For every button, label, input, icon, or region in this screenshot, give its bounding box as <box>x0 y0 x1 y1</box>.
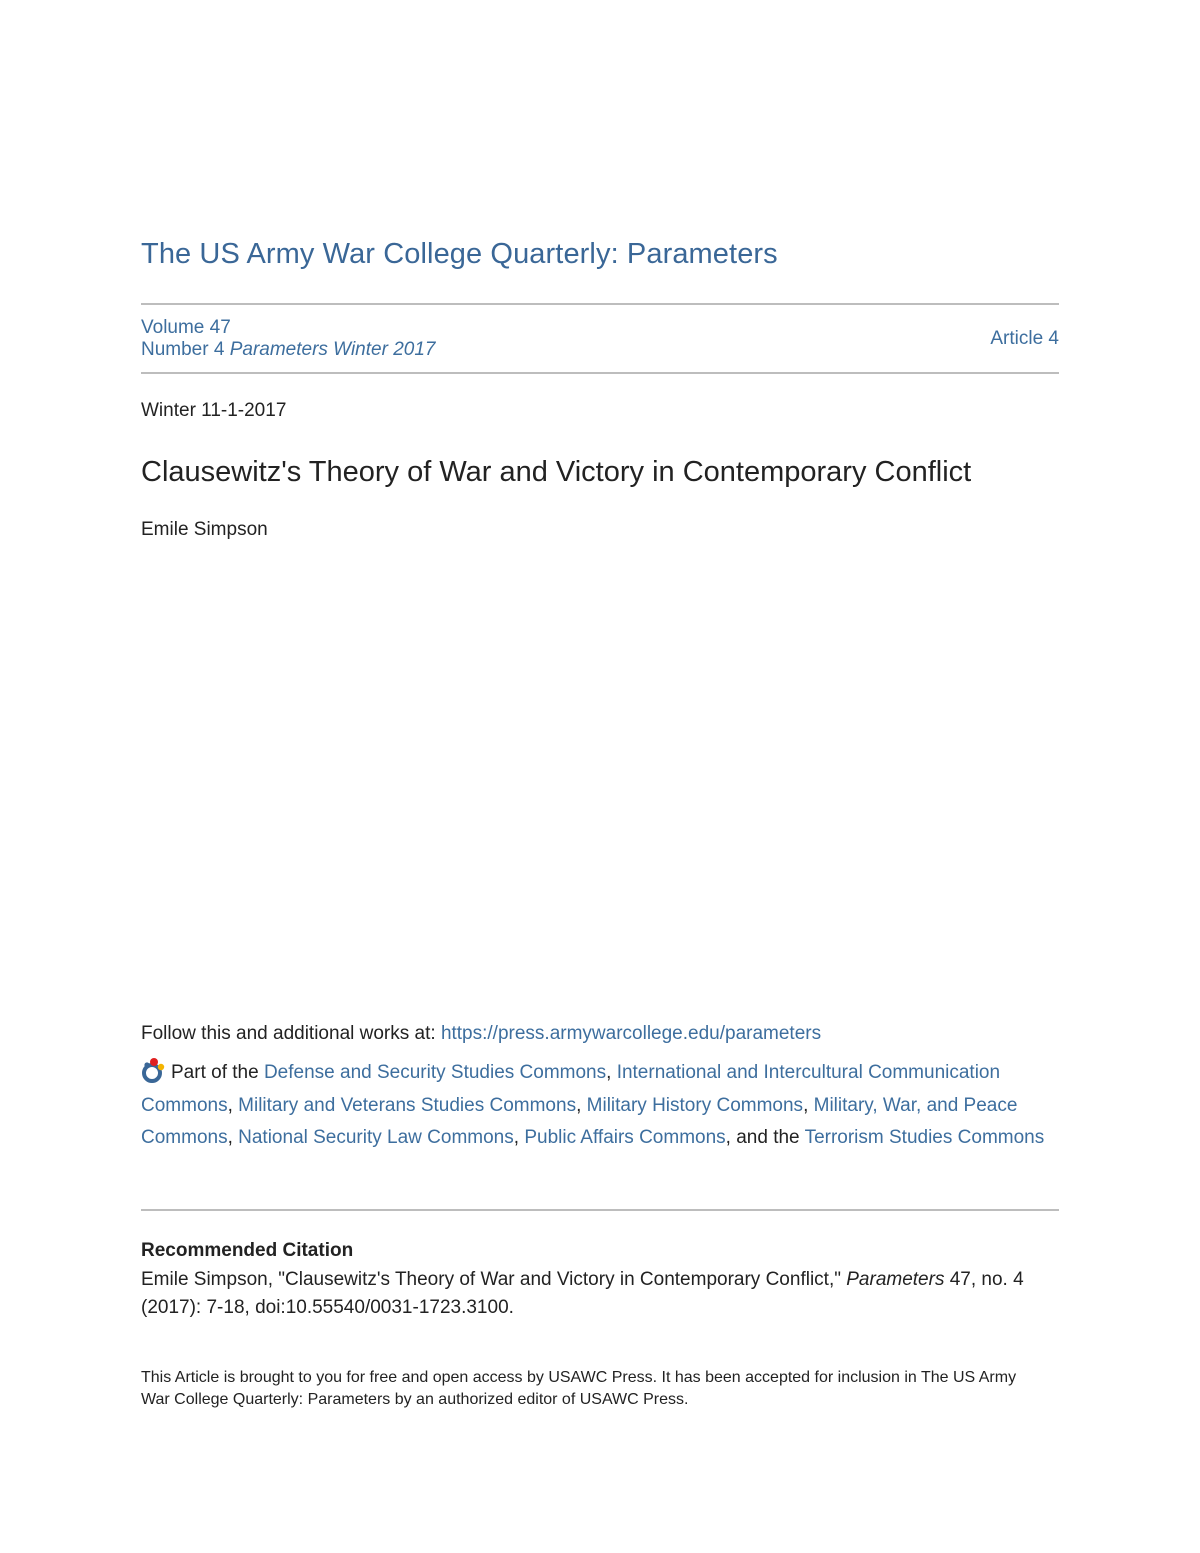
follow-prefix: Follow this and additional works at: <box>141 1023 441 1044</box>
citation-pre: Emile Simpson, "Clausewitz's Theory of War and Victory in Contemporary Conflict," <box>141 1269 847 1290</box>
volume-info <box>141 317 435 361</box>
citation-text <box>141 1266 1059 1322</box>
separator: , <box>803 1094 814 1116</box>
article-number-link[interactable]: Article 4 <box>990 328 1059 349</box>
follow-line <box>141 1023 821 1045</box>
parameters-url-link[interactable]: https://press.armywarcollege.edu/parameters <box>440 1023 822 1044</box>
separator: , <box>606 1062 617 1083</box>
top-divider <box>141 303 1059 305</box>
citation-journal: Parameters <box>846 1269 945 1290</box>
journal-title-link[interactable]: The US Army War College Quarterly: Parameters <box>141 238 778 270</box>
middle-divider <box>141 372 1059 374</box>
network-commons-icon <box>141 1058 167 1084</box>
commons-prefix: Part of the <box>171 1062 264 1083</box>
commons-link[interactable]: National Security Law Commons <box>238 1127 514 1148</box>
separator: , <box>576 1094 587 1116</box>
author-name: Emile Simpson <box>141 519 268 540</box>
citation-post: 47, no. 4 (2017): 7-18, doi:10.55540/0031-1723.3100. <box>141 1269 1024 1318</box>
commons-link[interactable]: Military History Commons <box>586 1094 804 1116</box>
article-title: Clausewitz's Theory of War and Victory in Contemporary Conflict <box>141 456 972 488</box>
number-link[interactable]: Number 4 <box>141 339 225 360</box>
publication-date: Winter 11-1-2017 <box>141 400 287 421</box>
commons-link[interactable]: Military, War, and Peace Commons <box>141 1094 1018 1148</box>
separator: , <box>227 1127 239 1148</box>
commons-link[interactable]: International and Intercultural Communication Commons <box>141 1062 1001 1116</box>
access-notice: This Article is brought to you for free and open access by USAWC Press. It has been accepted for inclusion in The US Army War College Quarterly: Parameters by an authorized editor of USAWC Press. <box>141 1369 1017 1408</box>
commons-list <box>141 1057 1059 1155</box>
separator: , <box>227 1094 239 1116</box>
bottom-divider <box>141 1209 1059 1211</box>
volume-link[interactable]: Volume 47 <box>141 317 231 338</box>
commons-link[interactable]: Military and Veterans Studies Commons <box>238 1094 577 1116</box>
commons-link[interactable]: Defense and Security Studies Commons <box>263 1062 607 1083</box>
commons-link[interactable]: Terrorism Studies Commons <box>804 1127 1045 1148</box>
citation-heading: Recommended Citation <box>141 1240 354 1261</box>
separator: , <box>513 1127 525 1148</box>
and-the-text: , and the <box>725 1127 805 1148</box>
commons-link[interactable]: Public Affairs Commons <box>524 1127 726 1148</box>
issue-name-link[interactable]: Parameters Winter 2017 <box>229 339 436 360</box>
